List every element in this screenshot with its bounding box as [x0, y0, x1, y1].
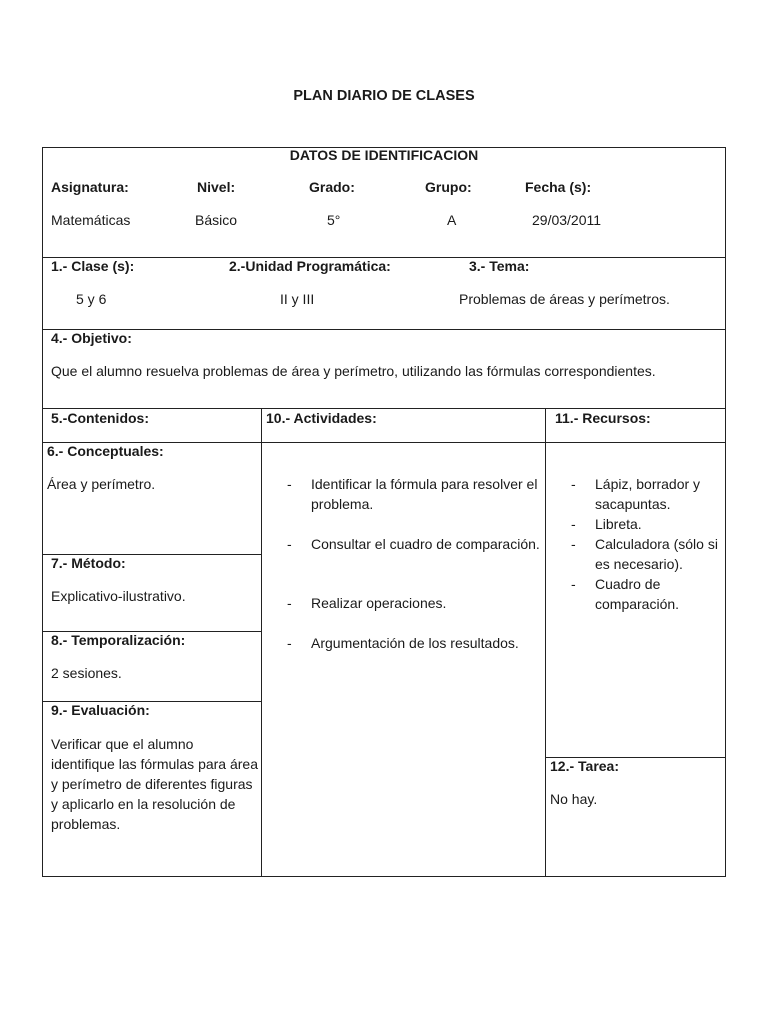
asignatura-value: Matemáticas: [51, 212, 131, 228]
list-item: - Libreta.: [571, 516, 642, 532]
grado-label: Grado:: [309, 179, 355, 195]
divider: [545, 408, 546, 877]
divider: [261, 408, 262, 877]
tarea-label: 12.- Tarea:: [550, 758, 619, 774]
list-item: - Cuadro de comparación.: [571, 576, 680, 612]
contenidos-label: 5.-Contenidos:: [51, 410, 149, 426]
page-title: PLAN DIARIO DE CLASES: [293, 88, 475, 104]
grado-value: 5°: [327, 212, 341, 228]
actividades-label: 10.- Actividades:: [266, 410, 377, 426]
tema-label: 3.- Tema:: [469, 258, 530, 274]
clase-value: 5 y 6: [76, 291, 107, 307]
metodo-label: 7.- Método:: [51, 555, 126, 571]
nivel-label: Nivel:: [197, 179, 236, 195]
list-item: - Identificar la fórmula para resolver el problema.: [287, 476, 538, 512]
actividades-list: [287, 474, 541, 653]
recursos-list: [571, 474, 721, 614]
metodo-text: Explicativo-ilustrativo.: [51, 588, 186, 604]
list-item: - Argumentación de los resultados.: [287, 635, 519, 651]
list-item: - Realizar operaciones.: [287, 595, 447, 611]
nivel-value: Básico: [195, 212, 238, 228]
list-item: - Lápiz, borrador y sacapuntas.: [571, 476, 701, 512]
divider: [42, 329, 726, 330]
list-item: - Calculadora (sólo si es necesario).: [571, 536, 718, 572]
fecha-value: 29/03/2011: [532, 212, 602, 228]
evaluacion-label: 9.- Evaluación:: [51, 702, 150, 718]
temporalizacion-label: 8.- Temporalización:: [51, 632, 186, 648]
asignatura-label: Asignatura:: [51, 179, 129, 195]
conceptuales-label: 6.- Conceptuales:: [47, 443, 164, 459]
grupo-label: Grupo:: [425, 179, 472, 195]
objetivo-text: Que el alumno resuelva problemas de área y perímetro, utilizando las fórmulas correspondientes.: [51, 363, 656, 379]
temporalizacion-text: 2 sesiones.: [51, 665, 122, 681]
divider: [42, 408, 726, 409]
conceptuales-text: Área y perímetro.: [47, 476, 156, 492]
grupo-value: A: [447, 212, 457, 228]
ident-header: DATOS DE IDENTIFICACION: [289, 147, 479, 163]
unidad-label: 2.-Unidad Programática:: [229, 258, 391, 274]
tarea-text: No hay.: [550, 791, 598, 807]
unidad-value: II y III: [280, 291, 315, 307]
fecha-label: Fecha (s):: [525, 179, 592, 195]
list-item: - Consultar el cuadro de comparación.: [287, 536, 540, 552]
recursos-label: 11.- Recursos:: [555, 410, 651, 426]
objetivo-label: 4.- Objetivo:: [51, 330, 132, 346]
evaluacion-text: Verificar que el alumno identifique las fórmulas para área y perímetro de diferentes figuras y aplicarlo en la resolución de problemas.: [51, 736, 259, 832]
clase-label: 1.- Clase (s):: [51, 258, 135, 274]
tema-value: Problemas de áreas y perímetros.: [459, 291, 670, 307]
